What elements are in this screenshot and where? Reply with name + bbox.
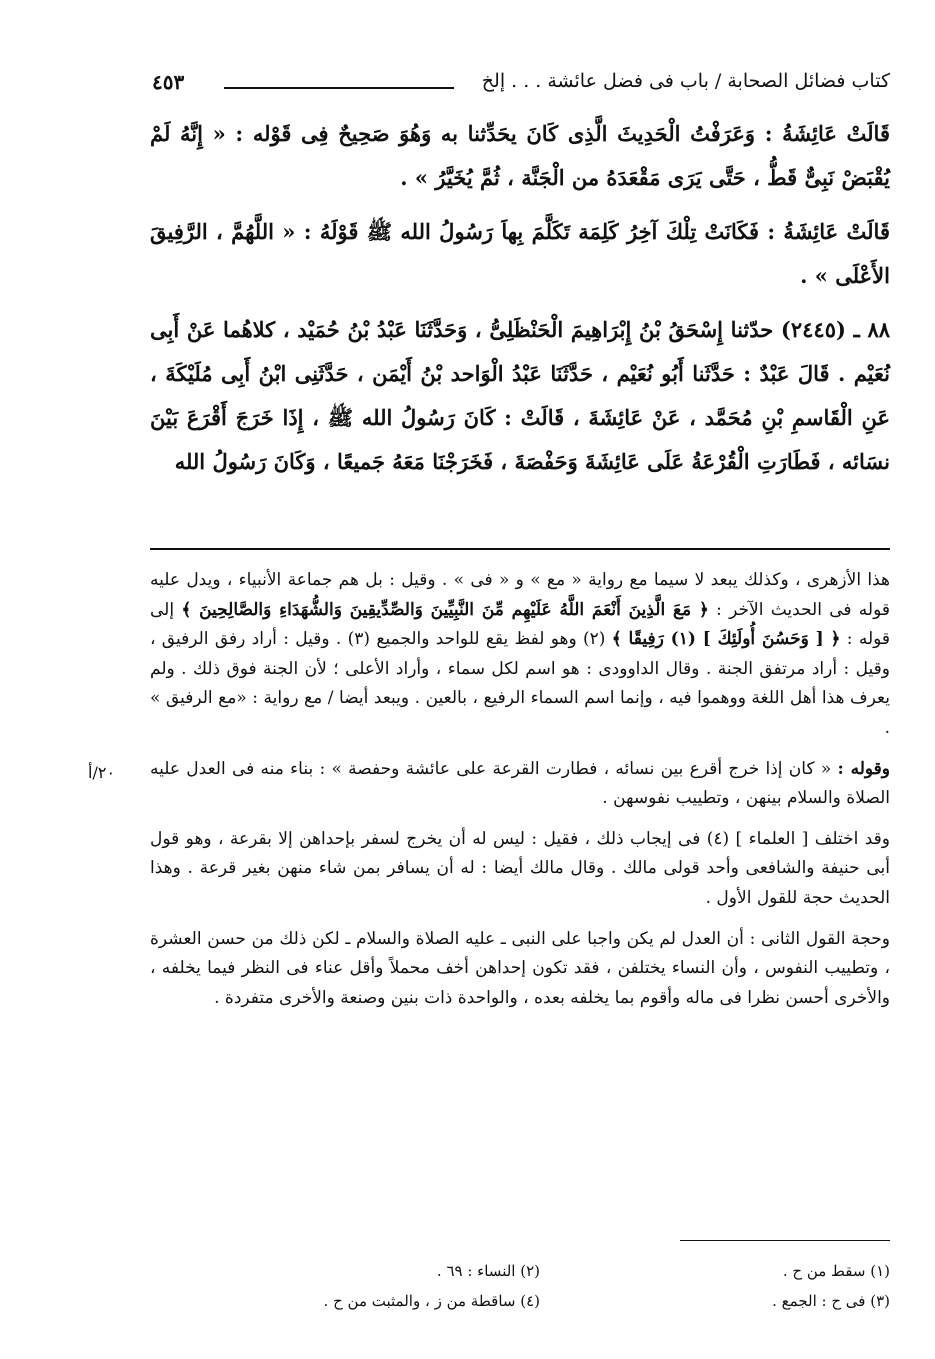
section-divider	[150, 548, 890, 550]
commentary-paragraph: وحجة القول الثانى : أن العدل لم يكن واجبا على النبى ـ عليه الصلاة والسلام ـ لكن ذلك من حسن العشرة ، وتطييب النفوس ، وأن النساء يختلفن ، فقد تكون إحداهن أخف محملاً وأقل عناء فى النظر فيما يخلفه ، والأخرى أحسن نظرا فى ماله وأقوم بما يخلفه بعده ، والواحدة ذات بنين وصنعة والأخرى متفردة .	[150, 928, 890, 1008]
footnote: (١) سقط من ح .	[782, 1262, 890, 1280]
commentary-paragraph	[150, 755, 890, 814]
commentary-text	[150, 566, 890, 1024]
running-header	[152, 70, 890, 104]
hadith-paragraph: قَالَتْ عَائِشَةُ : فَكَانَتْ تِلْكَ آخِرُ كَلِمَة تَكَلَّمَ بِهاَ رَسُولُ الله ﷺ قَوْلَهُ : « اللَّهُمَّ ، الرَّفِيقَ الأَعْلَى » .	[150, 219, 890, 288]
commentary-text-run: إلى قوله :	[150, 599, 891, 650]
hadith-text	[150, 112, 890, 494]
commentary-paragraph	[150, 566, 890, 744]
commentary-text-run: هذا الأزهرى ، وكذلك يبعد لا سيما مع رواية « مع » و « فى » . وقيل : بل هم جماعة الأنبياء ، ويدل عليه قوله فى الحديث الآخر :	[150, 570, 891, 620]
footnote-row	[150, 1256, 890, 1286]
running-title: كتاب فضائل الصحابة / باب فى فضل عائشة . . . إلخ	[481, 70, 890, 92]
footnote: (٢) النساء : ٦٩ .	[436, 1262, 540, 1280]
footnote: (٤) ساقطة من ز ، والمثبت من ح .	[323, 1292, 540, 1310]
manuscript-folio-marker: ٢٠/أ	[88, 763, 116, 782]
footnote-row	[150, 1286, 890, 1316]
hadith-paragraph: قَالَتْ عَائِشَةُ : وَعَرَفْتُ الْحَدِيثَ الَّذِى كَانَ يحَدِّثنا به وَهُوَ صَحِيحٌ فِى قَوْله : « إِنَّهُ لَمْ يُقْبَضْ نَبِىٌّ قَطُّ ، حَتَّى يَرَى مَقْعَدَهُ من الْجَنَّة ، ثُمَّ يُخَيَّرُ » .	[150, 121, 890, 190]
commentary-text-run: (٢) وهو لفظ يقع للواحد والجميع (٣) . وقيل : أراد رفق الرفيق ، وقيل : أراد مرتفق الجنة . وقال الداوودى : هو اسم لكل سماء ، وأراد الأعلى ؛ لأن الجنة فوق ذلك . ولم يعرف هذا أهل اللغة ووهموا فيه ، وإنما اسم السماء الرفيع ، بالعين . ويبعد أيضا / مع رواية : «مع الرفيق » .	[150, 629, 890, 738]
footnote-rule	[680, 1240, 890, 1241]
hadith-paragraph: ٨٨ ـ (٢٤٤٥) حدّثنا إِسْحَقُ بْنُ إِبْرَاهِيمَ الْحَنْظَلِىُّ ، وَحَدَّثَنَا عَبْدُ بْنُ حُمَيْد ، كلاهُما عَنْ أَبِى نُعَيْم . قَالَ عَبْدٌ : حَدَّثَنا أَبُو نُعَيْم ، حَدَّثَنَا عَبْدُ الْوَاحد بْنُ أَيْمَن ، حَدَّثَنِى ابْنُ أَبِى مُلَيْكَةَ ، عَنِ الْقَاسمِ بْنِ مُحَمَّد ، عَنْ عَائِشَةَ ، قَالَتْ : كَانَ رَسُولُ الله ﷺ ، إِذَا خَرَجَ أَقْرَعَ بَيْنَ نسَائه ، فَطَارَتِ الْقُرْعَةُ عَلَى عَائِشَةَ وَحَفْصَةَ ، فَخَرَجْنَا مَعَهُ جَميعًا ، وَكَانَ رَسُولُ الله	[150, 317, 890, 474]
commentary-lead: وقوله :	[837, 758, 890, 779]
footnote: (٣) فى ح : الجمع .	[772, 1292, 890, 1310]
quran-quote: ﴿ [ وَحَسُنَ أُولَئِكَ ] (١) رَفِيقًا ﴾	[611, 629, 841, 650]
quran-quote: ﴿ مَعَ الَّذِينَ أَنْعَمَ اللَّهُ عَلَيْهِم مِّنَ النَّبِيِّينَ وَالصِّدِّيقِينَ وَالشُّهَدَاءِ وَالصَّالِحِينَ ﴾	[181, 599, 709, 620]
commentary-text-run: « كان إذا خرج أقرع بين نسائه ، فطارت القرعة على عائشة وحفصة » : بناء منه فى العدل عليه الصلاة والسلام بينهن ، وتطييب نفوسهن .	[150, 758, 890, 809]
header-rule	[224, 87, 454, 89]
commentary-paragraph: وقد اختلف [ العلماء ] (٤) فى إيجاب ذلك ، فقيل : ليس له أن يخرج لسفر بإحداهن إلا بقرعة ، وهو قول أبى حنيفة والشافعى وأحد قولى مالك . وقال مالك أيضا : له أن يسافر بمن شاء منهن بغير قرعة . وهذا الحديث حجة للقول الأول .	[150, 828, 890, 908]
footnotes	[150, 1256, 890, 1316]
page-number: ٤٥٣	[152, 70, 185, 94]
